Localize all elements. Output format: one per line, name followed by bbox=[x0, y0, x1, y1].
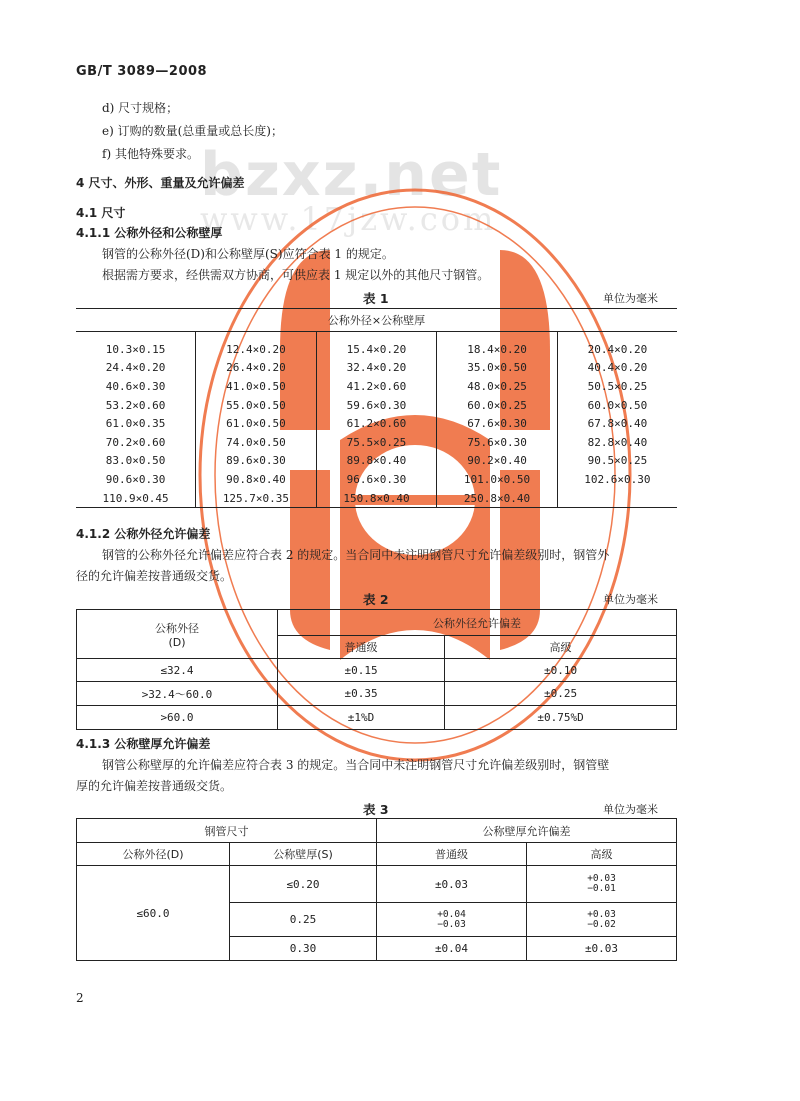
table-row bbox=[76, 470, 677, 489]
lower-tolerance: −0.03 bbox=[437, 918, 466, 930]
table-1-unit: 单位为毫米 bbox=[603, 292, 658, 305]
table-cell: 89.6×0.30 bbox=[196, 452, 317, 471]
table-cell: 20.4×0.20 bbox=[557, 332, 677, 359]
table-cell: 89.8×0.40 bbox=[316, 452, 437, 471]
table-cell bbox=[196, 377, 317, 396]
table-3-tolerance-group-header: 公称壁厚允许偏差 bbox=[377, 819, 677, 843]
table-2-od-header-line1: 公称外径 bbox=[155, 621, 199, 635]
table-cell: 55.0×0.50 bbox=[196, 396, 317, 415]
table-row bbox=[76, 332, 677, 359]
table-row bbox=[76, 414, 677, 433]
standard-number-header: GB/T 3089—2008 bbox=[76, 64, 208, 79]
table-cell: 150.8×0.40 bbox=[316, 489, 437, 508]
table-3-wt-header: 公称壁厚(S) bbox=[230, 843, 377, 866]
table-cell: 96.6×0.30 bbox=[316, 470, 437, 489]
table-cell: ±0.03 bbox=[377, 866, 527, 903]
table-cell bbox=[527, 903, 677, 937]
table-cell: 59.6×0.30 bbox=[316, 396, 437, 415]
watermark-text: bzxz.net bbox=[200, 140, 503, 210]
section-4-1-3-paragraph-1: 钢管公称壁厚的允许偏差应符合表 3 的规定。当合同中未注明钢管尺寸允许偏差级别时，钢管壁 bbox=[102, 758, 610, 772]
table-3-high-header: 高级 bbox=[527, 843, 677, 866]
table-2-group-header: 公称外径允许偏差 bbox=[278, 610, 677, 636]
table-cell: 60.0×0.25 bbox=[437, 396, 558, 415]
table-cell: 90.5×0.25 bbox=[557, 452, 677, 471]
table-cell-value: 41.0×0.50 bbox=[226, 379, 286, 393]
list-item-f: f) 其他特殊要求。 bbox=[102, 147, 199, 161]
section-4-1-1-paragraph-1: 钢管的公称外径(D)和公称壁厚(S)应符合表 1 的规定。 bbox=[102, 247, 394, 261]
table-row bbox=[76, 359, 677, 378]
table-row bbox=[77, 706, 677, 730]
table-2-od-header bbox=[77, 610, 278, 659]
section-4-1-1-title: 4.1.1 公称外径和公称壁厚 bbox=[76, 226, 223, 240]
upper-tolerance: +0.03 bbox=[587, 908, 616, 920]
section-4-1-3-paragraph-2: 厚的允许偏差按普通级交货。 bbox=[76, 779, 233, 793]
table-cell: 110.9×0.45 bbox=[102, 491, 169, 505]
table-cell: 75.6×0.30 bbox=[437, 433, 558, 452]
watermark-url: www.17jzw.com bbox=[200, 200, 497, 238]
table-cell: 0.25 bbox=[230, 903, 377, 937]
table-cell: ±0.03 bbox=[527, 937, 677, 961]
table-cell: >60.0 bbox=[77, 706, 278, 730]
table-3-unit: 单位为毫米 bbox=[603, 803, 658, 816]
list-item-e: e) 订购的数量(总重量或总长度)； bbox=[102, 124, 283, 138]
table-cell: 61.0×0.50 bbox=[196, 414, 317, 433]
table-cell: 74.0×0.50 bbox=[196, 433, 317, 452]
table-cell: 61.0×0.35 bbox=[105, 417, 166, 431]
table-row bbox=[77, 659, 677, 682]
table-row bbox=[77, 682, 677, 706]
lower-tolerance: −0.02 bbox=[587, 918, 616, 930]
table-cell: 250.8×0.40 bbox=[437, 489, 558, 508]
table-cell: 40.6×0.30 bbox=[105, 379, 166, 393]
table-row bbox=[77, 866, 677, 903]
table-cell: ±0.25 bbox=[445, 682, 677, 706]
table-cell: 61.2×0.60 bbox=[316, 414, 437, 433]
table-cell: 12.4×0.20 bbox=[196, 332, 317, 359]
page-number: 2 bbox=[76, 991, 84, 1005]
table-cell: 15.4×0.20 bbox=[316, 332, 437, 359]
table-1-header: 公称外径×公称壁厚 bbox=[76, 309, 677, 332]
table-cell bbox=[377, 903, 527, 937]
table-cell: 18.4×0.20 bbox=[437, 332, 558, 359]
table-row bbox=[76, 452, 677, 471]
table-cell: 32.4×0.20 bbox=[316, 359, 437, 378]
table-cell: 90.8×0.40 bbox=[196, 470, 317, 489]
table-cell: 82.8×0.40 bbox=[557, 433, 677, 452]
table-cell: ≤0.20 bbox=[230, 866, 377, 903]
section-4-1-3-title: 4.1.3 公称壁厚允许偏差 bbox=[76, 737, 211, 751]
table-cell: 101.0×0.50 bbox=[437, 470, 558, 489]
table-2-high-header: 高级 bbox=[445, 636, 677, 659]
table-cell: 53.2×0.60 bbox=[105, 398, 166, 412]
section-4-1-2-paragraph-1: 钢管的公称外径允许偏差应符合表 2 的规定。当合同中未注明钢管尺寸允许偏差级别时，钢管外 bbox=[102, 548, 610, 562]
table-cell: 90.2×0.40 bbox=[437, 452, 558, 471]
table-cell: 40.4×0.20 bbox=[557, 359, 677, 378]
table-cell: 67.6×0.30 bbox=[437, 414, 558, 433]
table-1-caption: 表 1 bbox=[363, 291, 389, 306]
lower-tolerance: −0.01 bbox=[587, 883, 616, 894]
table-2-caption: 表 2 bbox=[363, 592, 389, 607]
list-item-d: d) 尺寸规格； bbox=[102, 101, 179, 115]
table-cell: 90.6×0.30 bbox=[105, 472, 166, 486]
section-4-1-2-paragraph-2: 径的允许偏差按普通级交货。 bbox=[76, 569, 233, 583]
table-cell: 35.0×0.50 bbox=[437, 359, 558, 378]
table-row bbox=[76, 433, 677, 452]
section-4-1-2-title: 4.1.2 公称外径允许偏差 bbox=[76, 527, 211, 541]
table-cell: 125.7×0.35 bbox=[196, 489, 317, 508]
table-cell: ±0.04 bbox=[377, 937, 527, 961]
table-3-size-group-header: 钢管尺寸 bbox=[77, 819, 377, 843]
upper-tolerance: +0.04 bbox=[437, 908, 466, 920]
section-4-1-1-paragraph-2: 根据需方要求，经供需双方协商，可供应表 1 规定以外的其他尺寸钢管。 bbox=[102, 268, 490, 282]
table-row bbox=[76, 489, 677, 508]
table-2-od-header-line2: (D) bbox=[168, 635, 186, 649]
table-cell: 10.3×0.15 bbox=[105, 342, 166, 356]
table-cell: 26.4×0.20 bbox=[196, 359, 317, 378]
table-cell: 50.5×0.25 bbox=[557, 377, 677, 396]
table-3-normal-header: 普通级 bbox=[377, 843, 527, 866]
section-4-1-title: 4.1 尺寸 bbox=[76, 206, 126, 220]
table-cell: 24.4×0.20 bbox=[105, 361, 166, 375]
table-cell: ≤32.4 bbox=[77, 659, 278, 682]
table-cell: 48.0×0.25 bbox=[437, 377, 558, 396]
table-2-normal-header: 普通级 bbox=[278, 636, 445, 659]
table-3 bbox=[76, 818, 677, 961]
table-cell: 41.2×0.60 bbox=[316, 377, 437, 396]
table-cell: ±0.75%D bbox=[445, 706, 677, 730]
table-cell: >32.4～60.0 bbox=[77, 682, 278, 706]
table-cell: ±1%D bbox=[278, 706, 445, 730]
table-3-od-value: ≤60.0 bbox=[77, 866, 230, 961]
table-cell: 70.2×0.60 bbox=[105, 435, 166, 449]
table-cell bbox=[557, 489, 677, 508]
table-cell: 75.5×0.25 bbox=[316, 433, 437, 452]
upper-tolerance: +0.03 bbox=[587, 873, 616, 884]
table-row bbox=[76, 377, 677, 396]
table-cell: 102.6×0.30 bbox=[557, 470, 677, 489]
table-3-caption: 表 3 bbox=[363, 802, 389, 817]
table-2-unit: 单位为毫米 bbox=[603, 593, 658, 606]
table-1 bbox=[76, 308, 677, 508]
table-cell: ±0.35 bbox=[278, 682, 445, 706]
table-cell: 67.8×0.40 bbox=[557, 414, 677, 433]
table-cell: ±0.10 bbox=[445, 659, 677, 682]
table-cell bbox=[527, 866, 677, 903]
table-cell: 83.0×0.50 bbox=[105, 454, 166, 468]
table-cell: ±0.15 bbox=[278, 659, 445, 682]
table-cell: 0.30 bbox=[230, 937, 377, 961]
table-row bbox=[76, 396, 677, 415]
table-cell: 60.0×0.50 bbox=[557, 396, 677, 415]
section-4-title: 4 尺寸、外形、重量及允许偏差 bbox=[76, 176, 245, 190]
table-3-od-header: 公称外径(D) bbox=[77, 843, 230, 866]
table-2 bbox=[76, 609, 677, 730]
